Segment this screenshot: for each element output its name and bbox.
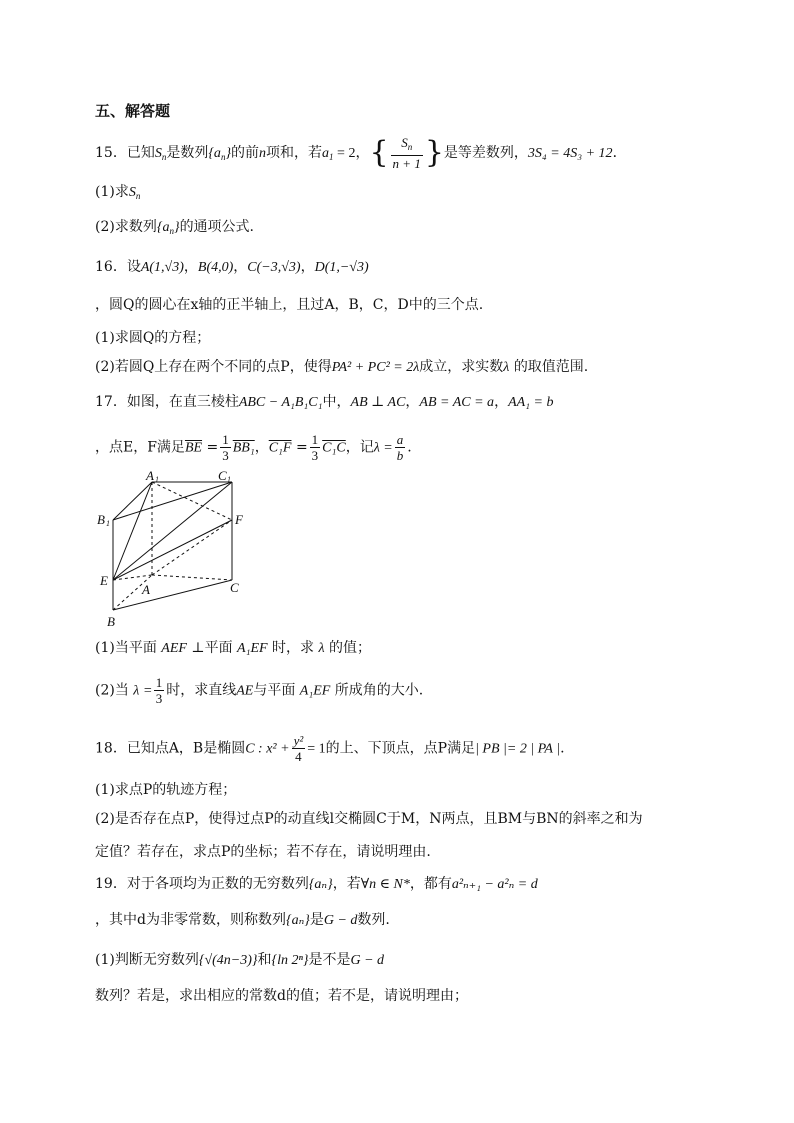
question-19-line-1 bbox=[95, 874, 538, 895]
edge-ea1 bbox=[113, 482, 152, 580]
q15-part-2: (2)求数列$\{a_n\}$的通项公式. bbox=[95, 219, 255, 236]
q17-lambda-eq: λ = bbox=[373, 440, 393, 456]
q16-point-a: A(1,√3) bbox=[140, 260, 184, 275]
q17-vec-c1f: C₁F bbox=[268, 440, 292, 456]
q19-line2-b: 是 bbox=[309, 912, 324, 928]
q17-part-1 bbox=[95, 638, 371, 659]
q18-prefix: 18．已知点A，B是椭圆 bbox=[95, 740, 246, 757]
q16-part2-a: (2)若圆Q上存在两个不同的点P，使得 bbox=[95, 359, 332, 375]
q19-he: 和 bbox=[257, 952, 272, 968]
question-16-line-1 bbox=[95, 257, 369, 278]
q19-part1-b: 是不是 bbox=[308, 952, 351, 968]
q16-line-2: ，圆Q的圆心在x轴的正半轴上，且过A，B，C，D中的三个点. bbox=[95, 297, 484, 313]
q18-frac-den: 4 bbox=[295, 749, 302, 764]
q19-gd-1: G − d bbox=[323, 913, 358, 928]
edge-b1c1 bbox=[113, 482, 232, 520]
q17-third-num: 1 bbox=[155, 675, 163, 690]
q15-prefix: 15．已知 bbox=[95, 145, 155, 161]
q17-aef-1: AEF bbox=[161, 641, 187, 656]
q16-sep-3: ， bbox=[300, 259, 315, 275]
q17-vec-be: $\overline{BE}$ bbox=[184, 440, 203, 456]
q18-frac-num: y² bbox=[293, 733, 304, 748]
edge-ec1 bbox=[113, 482, 232, 580]
label-b1: B bbox=[97, 512, 105, 527]
q17-prism: ABC − A₁B₁C₁ bbox=[238, 395, 323, 410]
q17-a1ef-1: A₁EF bbox=[237, 641, 268, 656]
edge-af bbox=[152, 520, 232, 575]
q17-part1-b: 平面 bbox=[204, 640, 233, 656]
q16-sep-1: ， bbox=[183, 259, 198, 275]
q17-t3: ， bbox=[494, 394, 509, 410]
q19-line2-a: ，其中d为非零常数，则称数列 bbox=[95, 912, 286, 928]
q17-frac1-num: 1 bbox=[222, 432, 229, 447]
q17-comma: ， bbox=[254, 439, 269, 456]
q15-t4: ， bbox=[355, 145, 370, 161]
edge-b1a1 bbox=[113, 482, 152, 520]
q15-part1-text: (1)求 bbox=[95, 184, 129, 200]
q15-a1-eq: = 2 bbox=[337, 146, 356, 161]
edge-bc bbox=[113, 580, 232, 610]
q19-part-1-line-1 bbox=[95, 950, 384, 971]
question-15-line-1: 15．已知$S_n$是数列$\{a_n\}$的前n项和，若$a_1 = 2$，{ $\frac{S_n}{n + 1}$ }是等差数列，3S₄ = 4S₃ + 12． bbox=[95, 135, 627, 171]
q19-t2: ，都有 bbox=[409, 876, 452, 892]
section-title: 五、解答题 bbox=[95, 102, 171, 120]
q17-frac-a: a bbox=[396, 432, 404, 447]
q15-t3: 项和，若 bbox=[266, 145, 323, 161]
q17-part1-d: 的值； bbox=[329, 640, 371, 656]
q17-part1-a: (1)当平面 bbox=[95, 640, 157, 656]
q17-ae: AE bbox=[236, 683, 254, 699]
q19-part1-a: (1)判断无穷数列 bbox=[95, 952, 199, 968]
q17-t1: 中， bbox=[322, 394, 351, 410]
q17-part2-b: 时，求直线 bbox=[166, 682, 237, 699]
q15-frac-den: n + 1 bbox=[392, 156, 421, 171]
q17-t2: ， bbox=[405, 394, 420, 410]
label-a: A bbox=[142, 582, 150, 597]
edge-ac bbox=[152, 575, 232, 580]
q15-an: $\{a_n\}$ bbox=[208, 146, 232, 162]
label-b: B bbox=[107, 614, 115, 629]
q17-vec-c1c: C₁C bbox=[322, 440, 346, 456]
q15-part2-b: 的通项公式. bbox=[179, 219, 255, 235]
label-a1: A bbox=[146, 470, 154, 483]
label-c: C bbox=[230, 580, 239, 595]
q17-prefix: 17．如图，在直三棱柱 bbox=[95, 394, 239, 410]
q19-line-2 bbox=[95, 910, 390, 931]
q17-eqs-2: = bbox=[295, 439, 308, 456]
q16-part2-eq: PA² + PC² = 2λ bbox=[331, 360, 420, 375]
q17-line-2 bbox=[95, 432, 412, 463]
q16-part2-b: 成立，求实数 bbox=[419, 359, 504, 375]
label-c1: C bbox=[218, 470, 227, 483]
label-b1-sub: 1 bbox=[106, 519, 110, 528]
q15-fraction: $\frac{S_n}{n + 1}$ bbox=[392, 135, 421, 171]
q17-vec-bb1: BB₁ bbox=[232, 440, 255, 456]
q16-lambda: λ bbox=[503, 360, 510, 375]
q18-dot: . bbox=[560, 740, 565, 757]
q19-part-1-line-2: 数列？若是，求出相应的常数d的值；若不是，请说明理由； bbox=[95, 988, 468, 1004]
q19-prefix: 19．对于各项均为正数的无穷数列 bbox=[95, 876, 309, 892]
q18-eq1: = 1 bbox=[307, 741, 326, 757]
q17-dot: . bbox=[407, 439, 412, 456]
label-e: E bbox=[100, 573, 108, 588]
q17-frac-third bbox=[154, 675, 165, 706]
q15-t1: 是数列 bbox=[166, 145, 209, 161]
q17-frac-1 bbox=[220, 432, 231, 463]
q18-frac bbox=[292, 733, 306, 764]
q15-t5: 是等差数列， bbox=[443, 145, 528, 161]
q18-ellipse: C : x² + bbox=[245, 741, 290, 757]
q17-part2-d: 所成角的大小. bbox=[334, 682, 424, 699]
q16-point-b: B(4,0) bbox=[197, 260, 234, 275]
q17-part2-a: (2)当 bbox=[95, 682, 129, 699]
q19-gd-2: G − d bbox=[350, 953, 385, 968]
q17-part1-c: 时，求 bbox=[272, 640, 315, 656]
q18-part-2-line-1: (2)是否存在点P，使得过点P的动直线l交椭圆C于M，N两点，且BM与BN的斜率之和为 bbox=[95, 811, 643, 827]
q17-lambda-1: λ bbox=[318, 641, 325, 656]
q19-sqrt-seq: {√(4n−3)} bbox=[198, 953, 258, 968]
label-a1-sub: 1 bbox=[155, 475, 159, 484]
q15-sn: $S_n$ bbox=[154, 146, 167, 162]
q17-part2-c: 与平面 bbox=[253, 682, 296, 699]
q15-a1: $a_1$ bbox=[322, 146, 334, 162]
q19-t1: ，若 bbox=[332, 876, 361, 892]
q17-frac2-num: 1 bbox=[311, 432, 319, 447]
q17-frac2-den: 3 bbox=[311, 448, 319, 463]
q18-part-1: (1)求点P的轨迹方程； bbox=[95, 782, 237, 798]
q15-part2-a: (2)求数列 bbox=[95, 219, 157, 235]
q17-frac-ab bbox=[395, 432, 406, 463]
q16-point-d: D(1,−√3) bbox=[314, 260, 369, 275]
question-17-line-1 bbox=[95, 392, 553, 413]
q18-part-2-line-2: 定值？若存在，求点P的坐标；若不存在，请说明理由. bbox=[95, 844, 431, 860]
q17-frac-b: b bbox=[396, 448, 404, 463]
q16-sep-2: ， bbox=[233, 259, 248, 275]
q19-line2-c: 数列. bbox=[357, 912, 390, 928]
q18-cond: | PB |= 2 | PA | bbox=[475, 741, 561, 757]
q17-a1ef-2: A₁EF bbox=[299, 683, 331, 699]
q19-eq: a²ₙ₊₁ − a²ₙ = d bbox=[451, 877, 538, 892]
q17-eqs-1: = bbox=[206, 439, 219, 456]
q17-perp-sym: ⊥ bbox=[191, 641, 205, 656]
q16-part-2 bbox=[95, 357, 588, 378]
edge-ef bbox=[113, 520, 232, 580]
q15-frac-num: S bbox=[401, 135, 408, 150]
q15-t6: ． bbox=[612, 145, 627, 161]
q17-perp: AB ⊥ AC bbox=[350, 395, 406, 410]
q17-part-2: (2)当 λ = $\frac{1}{3}$ 时，求直线AE与平面 A₁EF 所成角的大小. bbox=[95, 675, 424, 706]
label-f: F bbox=[235, 512, 243, 527]
q17-line2-a: ，点E，F满足 bbox=[95, 439, 185, 456]
q15-part-1: (1)求$S_n$ bbox=[95, 184, 141, 201]
q16-point-c: C(−3,√3) bbox=[247, 260, 301, 275]
q19-forall: ∀n ∈ N* bbox=[360, 877, 410, 892]
q16-part-1: (1)求圆Q的方程； bbox=[95, 330, 211, 346]
prism-figure bbox=[95, 470, 255, 640]
q17-frac-2 bbox=[310, 432, 321, 463]
q19-seq-2: {aₙ} bbox=[285, 913, 310, 928]
q17-frac1-den: 3 bbox=[222, 448, 229, 463]
question-18-line-1 bbox=[95, 733, 565, 764]
label-c1-sub: 1 bbox=[227, 475, 231, 484]
q19-ln-seq: {ln 2ⁿ} bbox=[271, 953, 309, 968]
q17-eq1: AB = AC = a bbox=[419, 395, 495, 410]
q17-lambda-2: λ bbox=[133, 683, 140, 699]
q15-eq: 3S₄ = 4S₃ + 12 bbox=[527, 146, 613, 161]
q15-t2: 的前 bbox=[231, 145, 260, 161]
q17-ji: ，记 bbox=[345, 439, 374, 456]
q19-seq-1: {aₙ} bbox=[308, 877, 333, 892]
q16-prefix: 16．设 bbox=[95, 259, 141, 275]
q17-eq2: AA₁ = b bbox=[508, 395, 554, 410]
q16-part2-c: 的取值范围. bbox=[513, 359, 589, 375]
q18-t1: 的上、下顶点，点P满足 bbox=[325, 740, 476, 757]
q17-third-den: 3 bbox=[155, 691, 163, 706]
